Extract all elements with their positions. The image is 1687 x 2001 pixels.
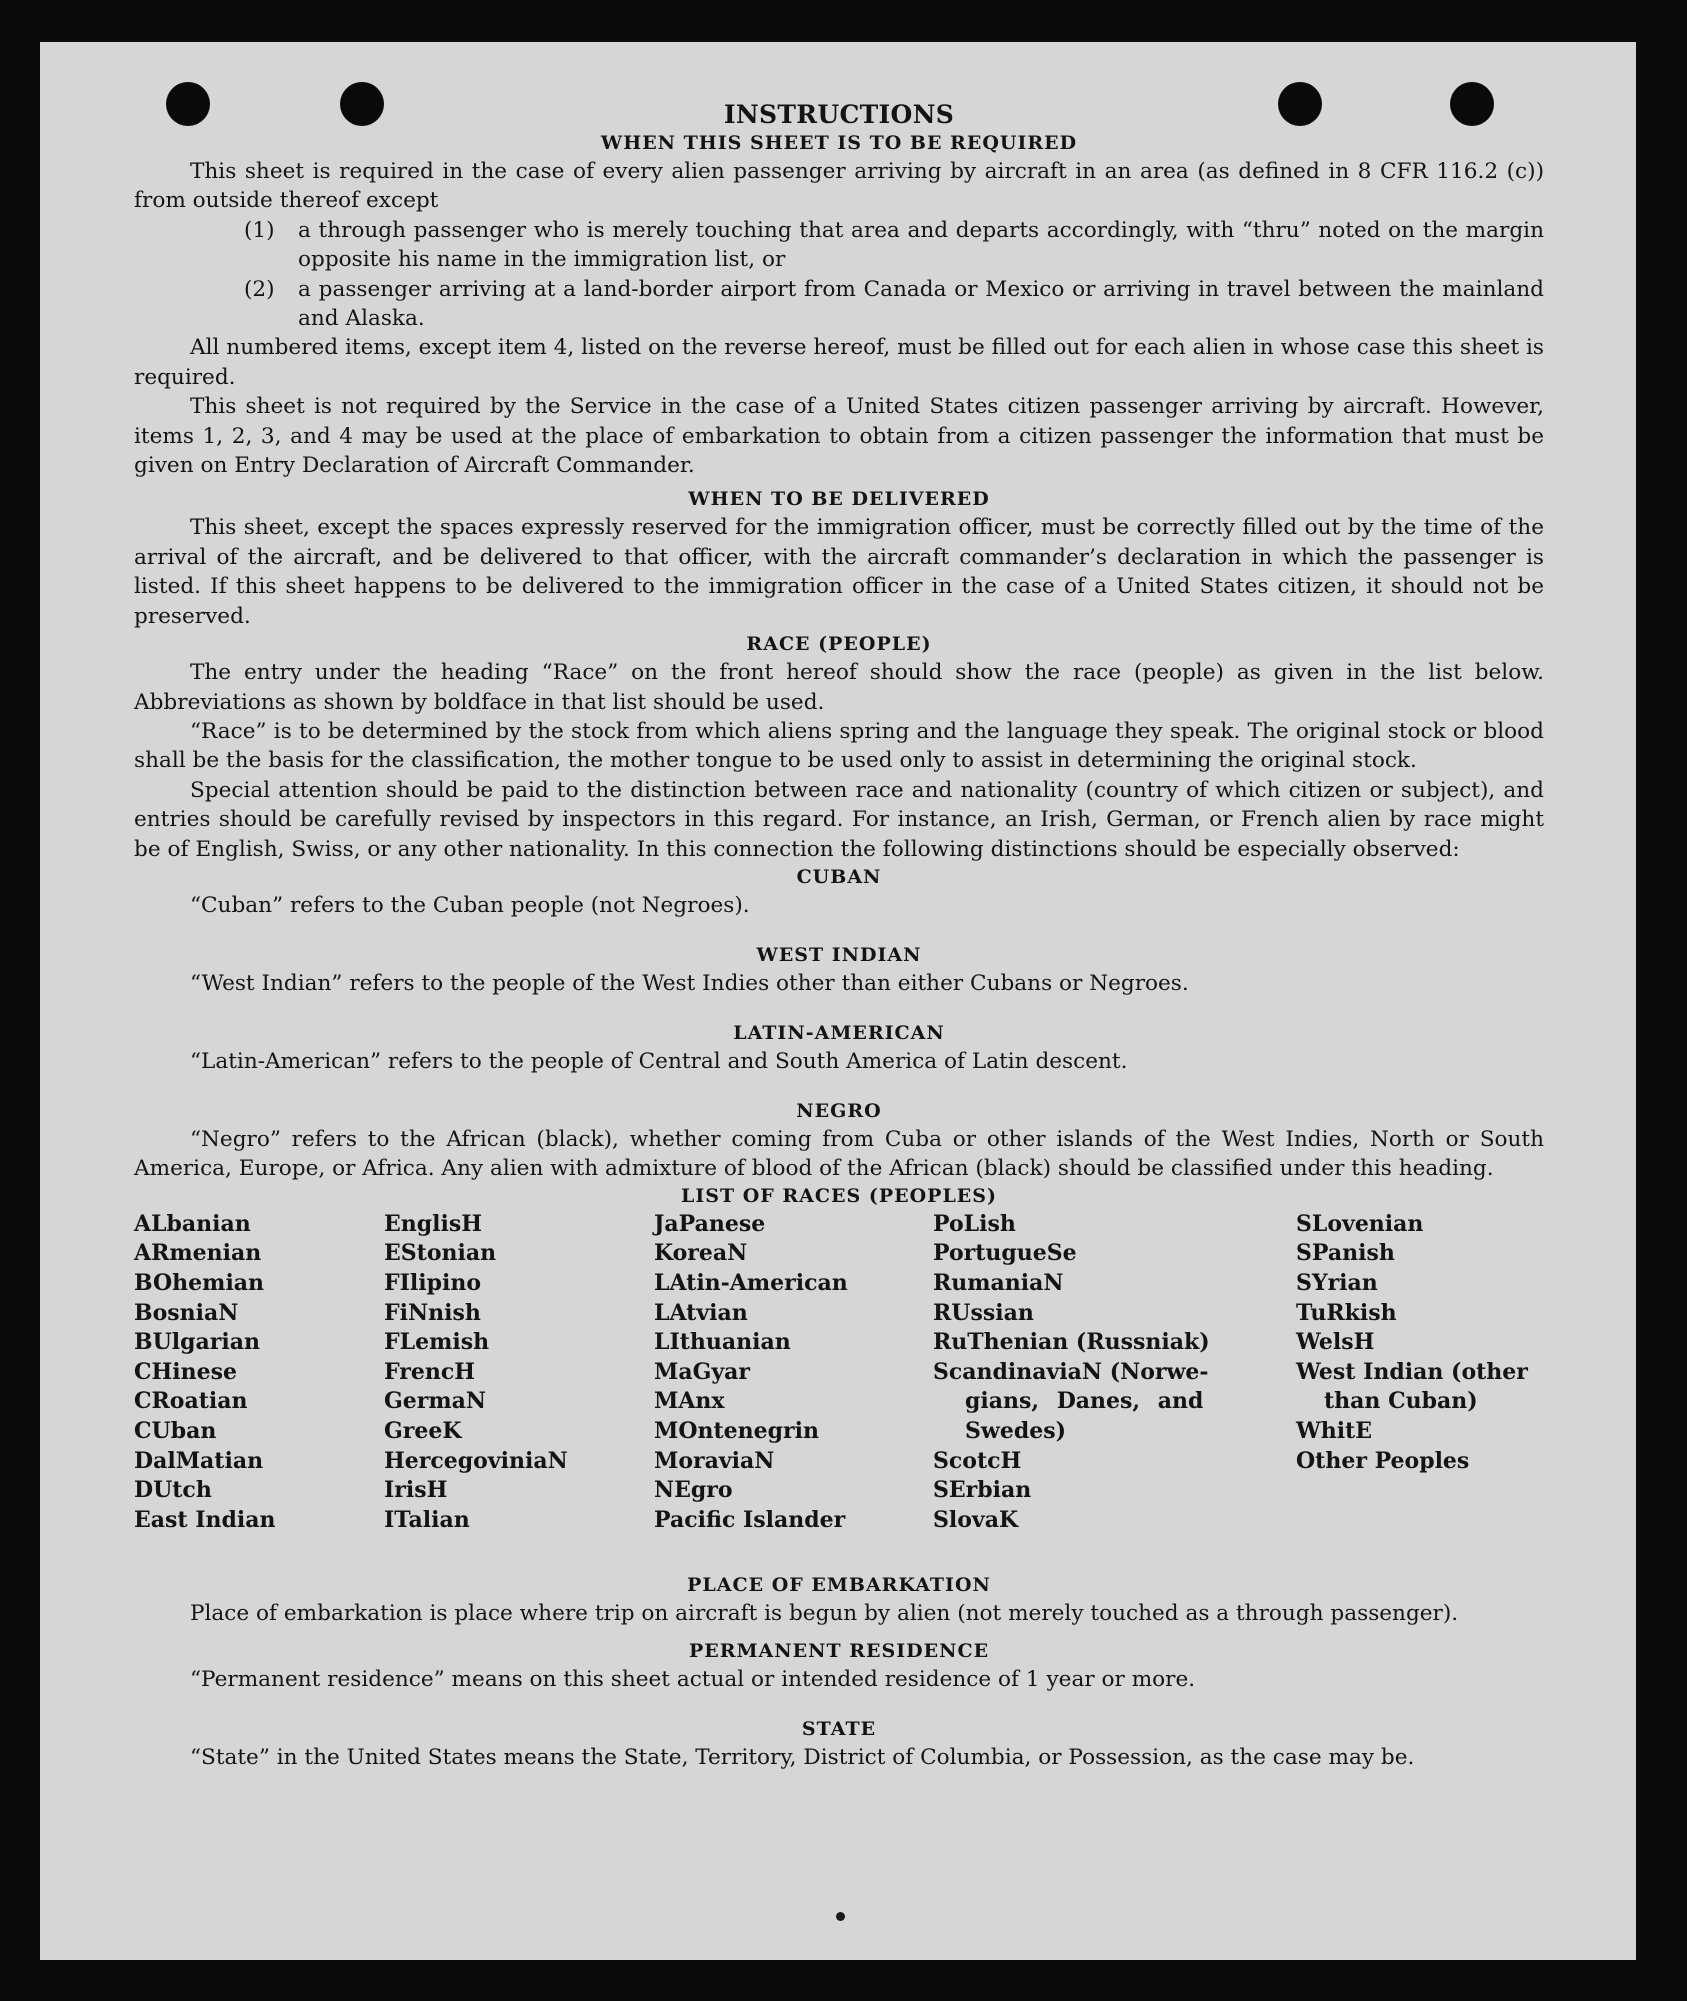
- text-west-indian: “West Indian” refers to the people of the West Indies other than either Cubans or Negroes.: [190, 970, 1189, 996]
- race-entry: WelsH: [1296, 1329, 1375, 1356]
- document-sheet: [40, 42, 1636, 1960]
- race-entry: SlovaK: [933, 1506, 1019, 1533]
- race-entry: FLemish: [384, 1329, 490, 1356]
- heading-when-required: WHEN THIS SHEET IS TO BE REQUIRED: [600, 132, 1078, 154]
- heading-state: STATE: [801, 1718, 877, 1741]
- race-entry: FiNnish: [384, 1299, 481, 1326]
- text-cuban: “Cuban” refers to the Cuban people (not Negroes).: [190, 892, 750, 918]
- list-of-races: [134, 1210, 1544, 1566]
- exception-number: (2): [244, 276, 275, 302]
- heading-when-delivered: WHEN TO BE DELIVERED: [688, 488, 990, 511]
- race-entry: CHinese: [134, 1358, 238, 1385]
- paragraph-required-intro: This sheet is required in the case of every alien passenger arriving by aircraft in an area (as defined in 8 CFR 116.2 (c)) from outside thereof except: [134, 159, 1544, 214]
- race-entry: CRoatian: [134, 1388, 248, 1415]
- race-entry: ScotcH: [933, 1447, 1022, 1474]
- race-entry: MoraviaN: [654, 1447, 775, 1474]
- race-entry: RUssian: [933, 1299, 1034, 1326]
- race-column-4: [933, 1210, 1210, 1536]
- race-entry: WhitE: [1296, 1417, 1372, 1444]
- race-entry: DUtch: [134, 1477, 212, 1504]
- race-entry: Swedes): [965, 1417, 1066, 1444]
- heading-west-indian: WEST INDIAN: [756, 943, 922, 966]
- race-entry: RuThenian (Russniak): [933, 1329, 1210, 1356]
- race-entry: JaPanese: [654, 1210, 766, 1237]
- heading-list-of-races: LIST OF RACES (PEOPLES): [681, 1184, 997, 1207]
- paragraph-race-1: The entry under the heading “Race” on the front hereof should show the race (people) as given in the list below. Abbreviations as shown by boldface in that list should be used.: [134, 660, 1544, 715]
- heading-latin-american: LATIN-AMERICAN: [733, 1021, 945, 1044]
- heading-permanent-residence: PERMANENT RESIDENCE: [688, 1640, 990, 1663]
- race-entry: SLovenian: [1296, 1210, 1424, 1237]
- race-entry: GermaN: [384, 1388, 487, 1415]
- race-entry: MAnx: [654, 1388, 725, 1415]
- race-entry: HercegoviniaN: [384, 1447, 568, 1474]
- race-entry: FIlipino: [384, 1269, 482, 1296]
- race-entry: Pacific Islander: [654, 1506, 846, 1533]
- race-entry: NEgro: [654, 1477, 733, 1504]
- footer-dot: [836, 1912, 845, 1921]
- text-state: “State” in the United States means the State, Territory, District of Columbia, or Possession, as the case may be.: [190, 1745, 1415, 1771]
- race-entry: East Indian: [134, 1506, 276, 1533]
- heading-cuban: CUBAN: [796, 865, 882, 888]
- race-entry: ITalian: [384, 1506, 470, 1533]
- heading-race: RACE (PEOPLE): [746, 633, 932, 656]
- race-column-5: [1296, 1210, 1528, 1476]
- race-entry: KoreaN: [654, 1240, 748, 1267]
- exception-item-2: [244, 275, 1544, 334]
- race-entry: EStonian: [384, 1240, 497, 1267]
- race-entry: SErbian: [933, 1477, 1032, 1504]
- instructions-content: [134, 100, 1544, 1773]
- race-entry: CUban: [134, 1417, 217, 1444]
- exception-text: a through passenger who is merely touching that area and departs accordingly, with “thru” noted on the margin opposite his name in the immigration list, or: [298, 217, 1544, 273]
- race-entry: EnglisH: [384, 1210, 483, 1237]
- exception-text: a passenger arriving at a land-border airport from Canada or Mexico or arriving in travel between the mainland and Alaska.: [298, 276, 1544, 332]
- race-entry: gians, Danes, and: [965, 1388, 1204, 1415]
- race-entry: SPanish: [1296, 1240, 1395, 1267]
- paragraph-delivered: This sheet, except the spaces expressly reserved for the immigration officer, must be correctly filled out by the time of the arrival of the aircraft, and be delivered to that officer, with the aircraft commander’s declaration in which the passenger is listed. If this sheet happens to be delivered to the immigration officer in the case of a United States citizen, it should not be preserved.: [134, 515, 1544, 629]
- race-entry: ScandinaviaN (Norwe-: [933, 1358, 1209, 1385]
- race-entry: TuRkish: [1296, 1299, 1397, 1326]
- race-entry: PortugueSe: [933, 1240, 1077, 1267]
- text-permanent-residence: “Permanent residence” means on this sheet actual or intended residence of 1 year or more.: [190, 1667, 1196, 1693]
- race-entry: FrencH: [384, 1358, 475, 1385]
- race-entry: LAtvian: [654, 1299, 748, 1326]
- race-entry: MaGyar: [654, 1358, 751, 1385]
- race-column-2: [384, 1210, 568, 1536]
- race-entry: GreeK: [384, 1417, 462, 1444]
- heading-negro: NEGRO: [796, 1099, 882, 1122]
- page-title: INSTRUCTIONS: [723, 100, 955, 129]
- exception-number: (1): [244, 217, 275, 243]
- text-embarkation: Place of embarkation is place where trip on aircraft is begun by alien (not merely touched as a through passenger).: [190, 1600, 1459, 1626]
- text-latin-american: “Latin-American” refers to the people of Central and South America of Latin descent.: [190, 1048, 1128, 1074]
- paragraph-numbered-items: All numbered items, except item 4, listed on the reverse hereof, must be filled out for each alien in whose case this sheet is required.: [134, 335, 1544, 390]
- race-entry: BUlgarian: [134, 1329, 260, 1356]
- paragraph-race-2: “Race” is to be determined by the stock from which aliens spring and the language they speak. The original stock or blood shall be the basis for the classification, the mother tongue to be used only to assist in determining the original stock.: [134, 718, 1544, 774]
- race-entry: IrisH: [384, 1477, 448, 1504]
- race-entry: BosniaN: [134, 1299, 239, 1326]
- race-column-3: [654, 1210, 848, 1536]
- race-entry: ARmenian: [134, 1240, 262, 1267]
- race-entry: BOhemian: [134, 1269, 265, 1296]
- race-entry: DalMatian: [134, 1447, 264, 1474]
- race-entry: LAtin-American: [654, 1269, 848, 1296]
- race-entry: MOntenegrin: [654, 1417, 819, 1444]
- race-entry: SYrian: [1296, 1269, 1378, 1296]
- paragraph-citizen: This sheet is not required by the Service in the case of a United States citizen passenger arriving by aircraft. However, items 1, 2, 3, and 4 may be used at the place of embarkation to obtain from a citizen passenger the information that must be given on Entry Declaration of Aircraft Commander.: [134, 394, 1544, 479]
- race-entry: West Indian (other: [1296, 1358, 1528, 1385]
- race-entry: than Cuban): [1324, 1388, 1478, 1415]
- paragraph-race-3: Special attention should be paid to the distinction between race and nationality (country of which citizen or subject), and entries should be carefully revised by inspectors in this regard. For instance, an Irish, German, or French alien by race might be of English, Swiss, or any other nationality. In this connection the following distinctions should be especially observed:: [134, 777, 1544, 862]
- race-entry: PoLish: [933, 1210, 1016, 1237]
- race-entry: RumaniaN: [933, 1269, 1064, 1296]
- race-entry: Other Peoples: [1296, 1447, 1470, 1474]
- race-column-1: [134, 1210, 276, 1536]
- exception-item-1: [244, 216, 1544, 275]
- race-entry: ALbanian: [134, 1210, 251, 1237]
- race-entry: LIthuanian: [654, 1329, 791, 1356]
- heading-place-of-embarkation: PLACE OF EMBARKATION: [687, 1573, 991, 1596]
- text-negro: “Negro” refers to the African (black), whether coming from Cuba or other islands of the West Indies, North or South America, Europe, or Africa. Any alien with admixture of blood of the African (black) should be classified under this heading.: [134, 1126, 1544, 1182]
